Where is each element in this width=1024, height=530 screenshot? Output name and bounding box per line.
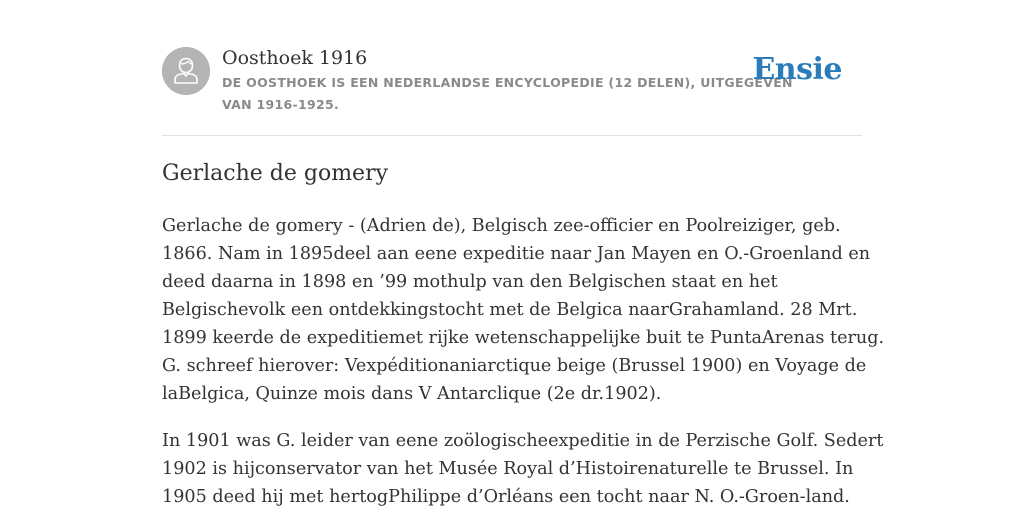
paragraph-line: laBelgica, Quinze mois dans V Antarclique (2e dr.1902).	[162, 384, 662, 404]
source-header	[162, 0, 862, 136]
paragraph-line: In 1901 was G. leider van eene zoölogischeexpeditie in de Perzische Golf. Sedert	[162, 431, 884, 451]
source-description-line: VAN 1916-1925.	[222, 97, 340, 112]
paragraph-line: 1899 keerde de expeditiemet rijke wetenschappelijke buit te PuntaArenas terug.	[162, 328, 885, 348]
source-title[interactable]: Oosthoek 1916	[222, 47, 368, 69]
ensie-logo-link[interactable]: Ensie	[752, 52, 842, 87]
paragraph-line: G. schreef hierover: Vexpéditionaniarctique beige (Brussel 1900) en Voyage de	[162, 356, 867, 376]
paragraph-line: 1902 is hijconservator van het Musée Royal d’Histoirenaturelle te Brussel. In	[162, 459, 854, 479]
article-body	[162, 212, 885, 530]
article-paragraph	[162, 427, 884, 511]
paragraph-line: Belgischevolk een ontdekkingstocht met de Belgica naarGrahamland. 28 Mrt.	[162, 300, 858, 320]
source-description-line: DE OOSTHOEK IS EEN NEDERLANDSE ENCYCLOPEDIE (12 DELEN), UITGEGEVEN	[222, 75, 793, 90]
page	[162, 0, 885, 507]
paragraph-line: Gerlache de gomery - (Adrien de), Belgisch zee-officier en Poolreiziger, geb.	[162, 216, 841, 236]
user-icon	[162, 47, 210, 95]
paragraph-line: 1866. Nam in 1895deel aan eene expeditie naar Jan Mayen en O.-Groenland en	[162, 244, 871, 264]
article-paragraph	[162, 212, 885, 408]
source-description	[222, 72, 793, 116]
paragraph-line: deed daarna in 1898 en ’99 mothulp van den Belgischen staat en het	[162, 272, 778, 292]
paragraph-line: 1905 deed hij met hertogPhilippe d’Orléans een tocht naar N. O.-Groen-land.	[162, 487, 850, 507]
article-title: Gerlache de gomery	[162, 161, 389, 186]
source-avatar[interactable]	[162, 47, 210, 95]
